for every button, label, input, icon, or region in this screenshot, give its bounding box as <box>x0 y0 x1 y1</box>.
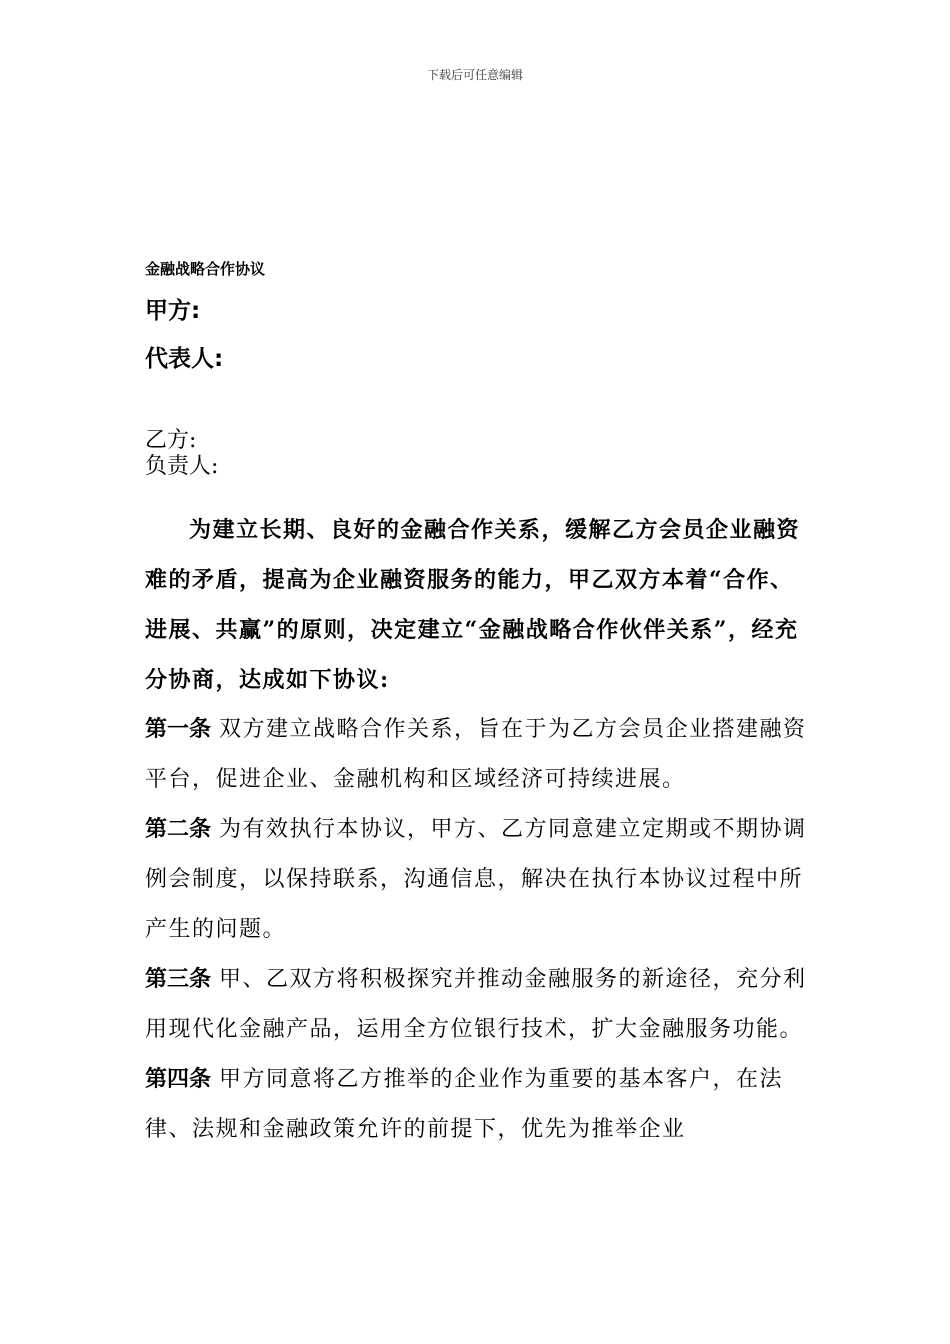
party-b-label: 乙方: <box>145 428 197 453</box>
article-4-text: 甲方同意将乙方推举的企业作为重要的基本客户，在法律、法规和金融政策允许的前提下，优先为推举企业 <box>145 1067 784 1142</box>
article-4-label: 第四条 <box>145 1067 212 1092</box>
document-title: 金融战略合作协议 <box>145 260 266 278</box>
article-3-label: 第三条 <box>145 967 212 992</box>
preamble-paragraph: 为建立长期、良好的金融合作关系，缓解乙方会员企业融资难的矛盾，提高为企业融资服务的能力，甲乙双方本着“合作、进展、共赢”的原则，决定建立“金融战略合作伙伴关系”，经充分协商，达成如下协议: <box>145 517 801 693</box>
agreement-body <box>145 505 810 1155</box>
article-1 <box>145 705 810 805</box>
article-2-label: 第二条 <box>145 817 212 842</box>
article-2-text: 为有效执行本协议，甲方、乙方同意建立定期或不期协调例会制度，以保持联系，沟通信息，解决在执行本协议过程中所产生的问题。 <box>145 817 807 942</box>
article-3-text: 甲、乙双方将积极探究并推动金融服务的新途径，充分利用现代化金融产品，运用全方位银行技术，扩大金融服务功能。 <box>145 967 807 1042</box>
article-3 <box>145 955 810 1055</box>
party-b-responsible-label: 负责人: <box>145 454 219 479</box>
article-4 <box>145 1055 810 1155</box>
article-1-text: 双方建立战略合作关系，旨在于为乙方会员企业搭建融资平台，促进企业、金融机构和区域经济可持续进展。 <box>145 717 807 792</box>
party-a-label: 甲方: <box>145 298 201 324</box>
article-1-label: 第一条 <box>145 717 212 742</box>
party-a-representative-label: 代表人: <box>145 346 224 372</box>
header-note: 下载后可任意编辑 <box>426 68 523 82</box>
article-2 <box>145 805 810 955</box>
